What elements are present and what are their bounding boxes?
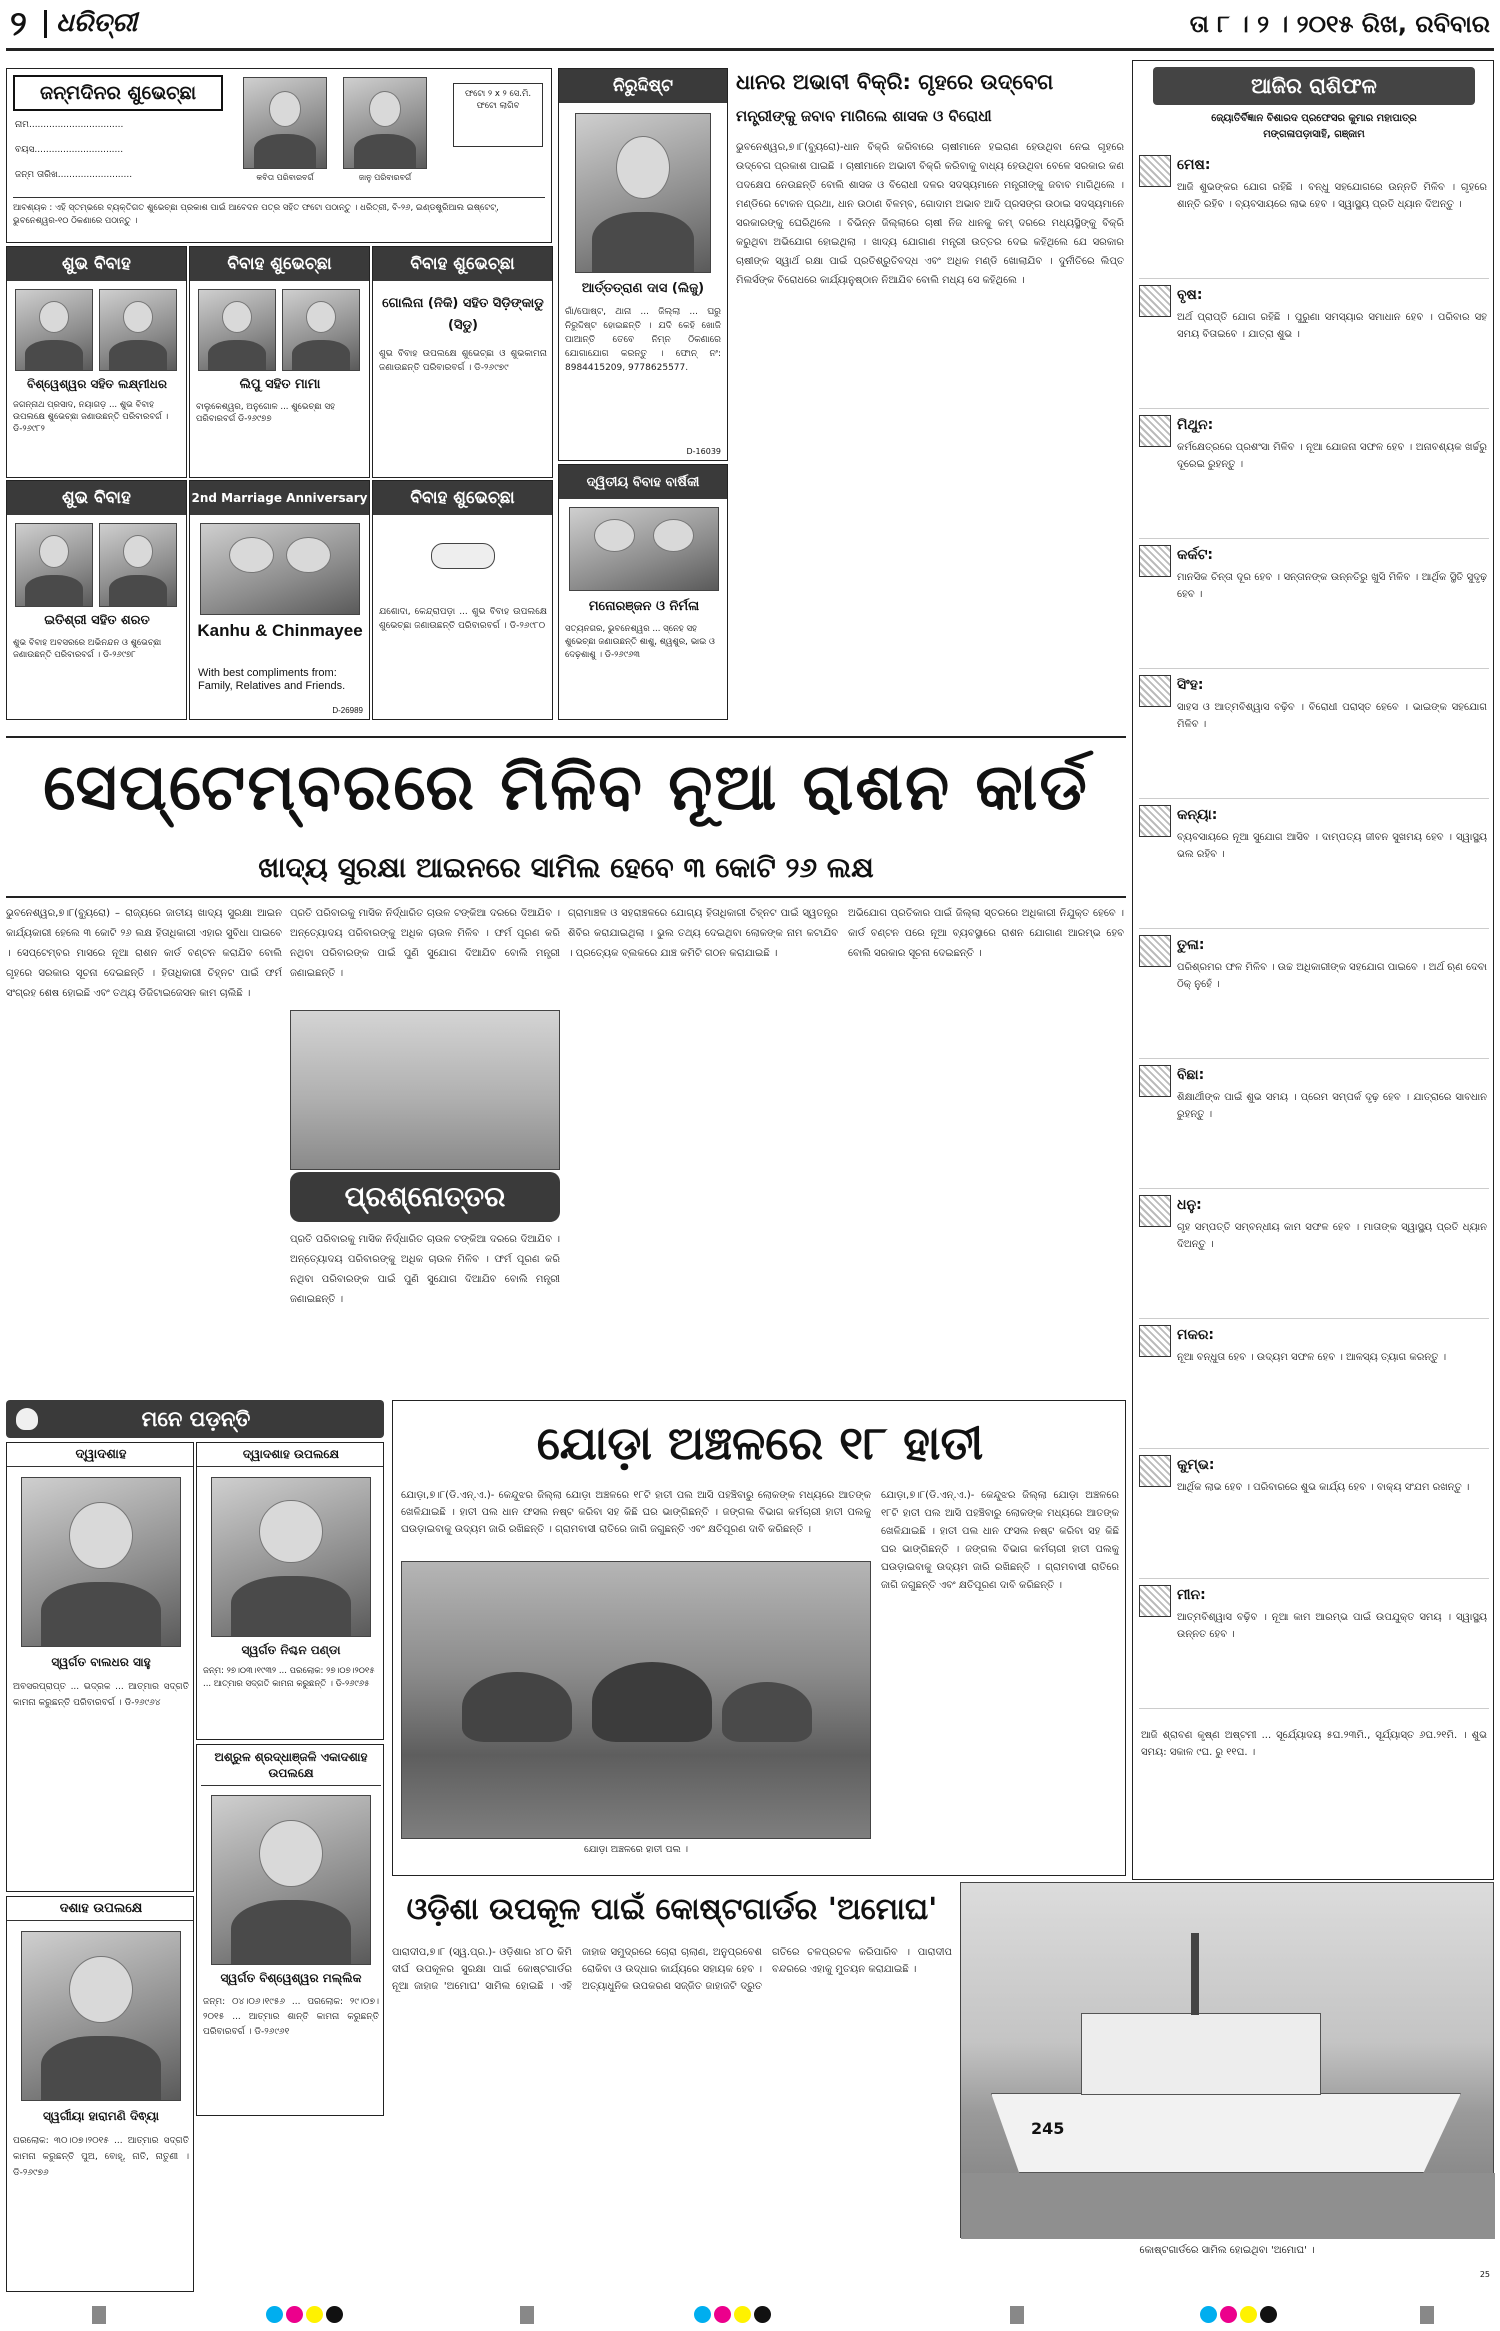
main-story-col-2b: ପ୍ରତି ପରିବାରକୁ ମାସିକ ନିର୍ଦ୍ଧାରିତ ଚାଉଳ ଟଙ୍କିଆ ଦରରେ ଦିଆଯିବ । ଅନ୍ତ୍ୟୋଦୟ ପରିବାରଙ୍କୁ ଅଧିକ ଚାଉଳ ମିଳିବ । ଫର୍ମ ପୂରଣ କରି ନଥିବା ପରିବାରଙ୍କ ପାଇଁ ପୁଣି ସୁଯୋଗ ଦିଆଯିବ ବୋଲି ମନ୍ତ୍ରୀ ଜଣାଇଛନ୍ତି । bbox=[290, 1234, 560, 1305]
main-story-col-2: ପ୍ରତି ପରିବାରକୁ ମାସିକ ନିର୍ଦ୍ଧାରିତ ଚାଉଳ ଟଙ୍କିଆ ଦରରେ ଦିଆଯିବ । ଅନ୍ତ୍ୟୋଦୟ ପରିବାରଙ୍କୁ ଅଧିକ ଚାଉଳ ମିଳିବ । ଫର୍ମ ପୂରଣ କରି ନଥିବା ପରିବାରଙ୍କ ପାଇଁ ପୁଣି ସୁଯୋଗ ଦିଆଯିବ ବୋଲି ମନ୍ତ୍ରୀ ଜଣାଇଛନ୍ତି । bbox=[290, 908, 560, 979]
main-story-rule-top bbox=[6, 736, 1126, 738]
wish-ad-4-photo-a bbox=[15, 523, 93, 607]
horoscope bbox=[1132, 60, 1494, 1880]
horoscope-sign-text: ପରିଶ୍ରମର ଫଳ ମିଳିବ । ଉଚ୍ଚ ଅଧିକାରୀଙ୍କ ସହଯୋଗ ପାଇବେ । ଅର୍ଥ ଋଣ ଦେବା ଠିକ୍ ନୁହେଁ । bbox=[1177, 962, 1487, 990]
masthead bbox=[0, 0, 1500, 48]
main-story-headline: ସେପ୍ଟେମ୍ବରରେ ମିଳିବ ନୂଆ ରାଶନ କାର୍ଡ bbox=[43, 751, 1089, 825]
reg-gray-box-1 bbox=[92, 2306, 106, 2324]
reg-gray-box-2 bbox=[520, 2306, 534, 2324]
top-story-subhead: ମନ୍ତ୍ରୀଙ୍କୁ ଜବାବ ମାଗିଲେ ଶାସକ ଓ ବିରୋଧୀ bbox=[736, 107, 992, 125]
birthday-size-note: ଫଟୋ ୨ x ୨ ସେ.ମି. ଫଟୋ ଲାଗିବ bbox=[453, 83, 543, 147]
elephant-headline: ଯୋଡ଼ା ଅଞ୍ଚଳରେ ୧୮ ହାତୀ bbox=[536, 1416, 984, 1470]
horoscope-sign-name: ଧନୁ: bbox=[1177, 1197, 1202, 1213]
wish-ad-2-photo-a bbox=[198, 289, 276, 371]
sea bbox=[961, 2173, 1495, 2239]
main-story-col-3: ଗ୍ରାମାଞ୍ଚଳ ଓ ସହରାଞ୍ଚଳରେ ଯୋଗ୍ୟ ହିତାଧିକାରୀ ଚିହ୍ନଟ ପାଇଁ ସ୍ୱତନ୍ତ୍ର ଶିବିର କରାଯାଇଥିଲା । ଭୁଲ ତଥ୍ୟ ଦେଇଥିବା ଲୋକଙ୍କ ନାମ କଟାଯିବ । ପ୍ରତ୍ୟେକ ବ୍ଲକରେ ଯାଞ୍ଚ କମିଟି ଗଠନ କରାଯାଇଛି । bbox=[568, 908, 838, 959]
coast-guard-body: ପାରାଦୀପ,୭।୮ (ସ୍ୱ.ପ୍ର.)- ଓଡ଼ିଶାର ୪୮୦ କିମି ଦୀର୍ଘ ଉପକୂଳର ସୁରକ୍ଷା ପାଇଁ କୋଷ୍ଟଗାର୍ଡର ନୂଆ ଜାହାଜ 'ଅମୋଘ' ସାମିଲ ହୋଇଛି । ଏହି ଜାହାଜ ସମୁଦ୍ରରେ ଚୋରା ଚାଲାଣ, ଅନୁପ୍ରବେଶ ରୋକିବା ଓ ଉଦ୍ଧାର କାର୍ଯ୍ୟରେ ସହାୟକ ହେବ । ଅତ୍ୟାଧୁନିକ ଉପକରଣ ସଜ୍ଜିତ ଜାହାଜଟି ଦ୍ରୁତ ଗତିରେ ଚଳପ୍ରଚଳ କରିପାରିବ । ପାରାଦୀପ ବନ୍ଦରରେ ଏହାକୁ ମୁତୟନ କରାଯାଇଛି । bbox=[392, 1947, 952, 1992]
horoscope-sign-text: ବ୍ୟବସାୟରେ ନୂଆ ସୁଯୋଗ ଆସିବ । ଦାମ୍ପତ୍ୟ ଜୀବନ ସୁଖମୟ ହେବ । ସ୍ୱାସ୍ଥ୍ୟ ଭଲ ରହିବ । bbox=[1177, 832, 1487, 860]
missing-body: ଗାଁ/ପୋଷ୍ଟ, ଥାନା ... ଜିଲ୍ଲା ... ଘରୁ ନିରୁଦ୍ଦିଷ୍ଟ ହୋଇଛନ୍ତି । ଯଦି କେହି ଖୋଜି ପାଆନ୍ତି ତେବେ ନିମ୍ନ ଠିକଣାରେ ଯୋଗାଯୋଗ କରନ୍ତୁ । ଫୋନ୍ ନଂ: 8984415209, 9778625577. bbox=[565, 307, 721, 373]
elephant-photo bbox=[401, 1561, 871, 1839]
reg-dot-yellow-3 bbox=[1240, 2306, 1257, 2323]
reg-dot-black-1 bbox=[326, 2306, 343, 2323]
wish-ad-6-title: ବିବାହ ଶୁଭେଚ୍ଛା bbox=[373, 481, 552, 515]
zodiac-sign-icon bbox=[1139, 1585, 1171, 1617]
reg-dot-yellow-2 bbox=[734, 2306, 751, 2323]
wish-ad-2-title: ବିବାହ ଶୁଭେଚ୍ଛା bbox=[190, 247, 369, 281]
obituary-3-body: ଜନ୍ମ: ୦୪।୦୬।୧୯୫୬ ... ପରଲୋକ: ୨୯।୦୭।୨୦୧୫ ... ଆତ୍ମାର ଶାନ୍ତି କାମନା କରୁଛନ୍ତି ପରିବାରବର୍ଗ । ଡି-୨୬୯୬୧ bbox=[203, 1997, 379, 2037]
paper-name: ଧରିତ୍ରୀ bbox=[56, 8, 138, 38]
birthday-photo-1 bbox=[243, 77, 327, 169]
zodiac-sign-icon bbox=[1139, 155, 1171, 187]
wish-ad-2 bbox=[189, 246, 370, 478]
reg-dot-black-3 bbox=[1260, 2306, 1277, 2323]
obituary-3-photo bbox=[211, 1795, 371, 1965]
wish-ad-2-names: ଲିପୁ ସହିତ ମାମା bbox=[239, 377, 321, 392]
coast-guard-photo-caption: କୋଷ୍ଟଗାର୍ଡରେ ସାମିଲ ହୋଇଥିବା 'ଅମୋଘ' । bbox=[1139, 2245, 1315, 2256]
main-story-subhead: ଖାଦ୍ୟ ସୁରକ୍ଷା ଆଇନରେ ସାମିଲ ହେବେ ୩ କୋଟି ୨୬ ଲକ୍ଷ bbox=[258, 851, 874, 884]
elephant-photo-caption: ଯୋଡ଼ା ଅଞ୍ଚଳରେ ହାତୀ ପଲ । bbox=[583, 1844, 689, 1855]
horoscope-sign-entry bbox=[1139, 1063, 1489, 1189]
birthday-age-label: ବୟସ............................... bbox=[15, 145, 124, 155]
anniversary-photo bbox=[569, 507, 719, 591]
horoscope-sign-entry bbox=[1139, 543, 1489, 669]
birthday-photo-1-caption: କବିତା ପରିବାରବର୍ଗ bbox=[256, 173, 314, 182]
obituary-3-name: ସ୍ୱର୍ଗତ ବିଶ୍ୱେଶ୍ୱର ମଲ୍ଲିକ bbox=[220, 1971, 362, 1985]
birthday-photo-2 bbox=[343, 77, 427, 169]
horoscope-sign-text: ମାନସିକ ଚିନ୍ତା ଦୂର ହେବ । ସନ୍ତାନଙ୍କ ଉନ୍ନତିରୁ ଖୁସି ମିଳିବ । ଆର୍ଥିକ ସ୍ଥିତି ସୁଦୃଢ଼ ହେବ । bbox=[1177, 572, 1487, 600]
coast-guard-photo bbox=[960, 1882, 1494, 2238]
horoscope-sign-name: ମୀନ: bbox=[1177, 1587, 1206, 1603]
obituaries-header bbox=[6, 1400, 384, 1438]
reg-dot-magenta-3 bbox=[1220, 2306, 1237, 2323]
obituary-4-body: ପରଲୋକ: ୩୦।୦୭।୨୦୧୫ ... ଆତ୍ମାର ସଦ୍‌ଗତି କାମନା କରୁଛନ୍ତି ପୁଅ, ବୋହୂ, ନାତି, ନାତୁଣୀ । ଡି-୨୬୯୭୬ bbox=[13, 2136, 189, 2178]
wish-ad-1-title: ଶୁଭ ବିବାହ bbox=[7, 247, 186, 281]
obituary-2-body: ଜନ୍ମ: ୨୭।୦୩।୧୯୩୨ ... ପରଲୋକ: ୨୭।୦୭।୨୦୧୫ ... ଆତ୍ମାର ସଦ୍‌ଗତି କାମନା କରୁଛନ୍ତି । ଡି-୨୬୯୬୫ bbox=[203, 1666, 375, 1689]
reg-dot-magenta-2 bbox=[714, 2306, 731, 2323]
horoscope-footer: ଆଜି ଶ୍ରାବଣ କୃଷ୍ଣ ଅଷ୍ଟମୀ ... ସୂର୍ଯ୍ୟୋଦୟ ୫ଘ.୨୩ମି., ସୂର୍ଯ୍ୟାସ୍ତ ୬ଘ.୨୧ମି. । ଶୁଭ ସମୟ: ସକାଳ ୯ଘ. ରୁ ୧୧ଘ. । bbox=[1141, 1730, 1487, 1758]
obituary-4-photo bbox=[21, 1931, 181, 2101]
top-story bbox=[736, 66, 1124, 726]
horoscope-sign-name: ବିଛା: bbox=[1177, 1067, 1205, 1083]
missing-person-box bbox=[558, 68, 728, 461]
wish-ad-3-title: ବିବାହ ଶୁଭେଚ୍ଛା bbox=[373, 247, 552, 281]
main-story-photo-label: ପ୍ରଶ୍ନୋତ୍ତର bbox=[290, 1172, 560, 1222]
ship-superstructure bbox=[1081, 2013, 1321, 2095]
horoscope-sign-entry bbox=[1139, 413, 1489, 539]
horoscope-sign-name: ତୁଳା: bbox=[1177, 937, 1205, 953]
horoscope-signs bbox=[1139, 153, 1489, 1713]
zodiac-sign-icon bbox=[1139, 415, 1171, 447]
obituary-4-title: ଦଶାହ ଉପଲକ୍ଷେ bbox=[7, 1901, 194, 1921]
reg-dot-yellow-1 bbox=[306, 2306, 323, 2323]
zodiac-sign-icon bbox=[1139, 1195, 1171, 1227]
obituary-4-name: ସ୍ୱର୍ଗୀୟା ହାରାମଣି ଦିଵ୍ୟା bbox=[42, 2109, 160, 2123]
horoscope-sign-name: କନ୍ୟା: bbox=[1177, 807, 1218, 823]
ship-number: 245 bbox=[1031, 2119, 1065, 2138]
reg-dot-cyan-3 bbox=[1200, 2306, 1217, 2323]
horoscope-sign-entry bbox=[1139, 803, 1489, 929]
horoscope-sign-entry bbox=[1139, 1453, 1489, 1579]
wish-ad-4-names: ଇତିଶ୍ରୀ ସହିତ ଶରତ bbox=[44, 613, 150, 628]
elephant-story bbox=[392, 1400, 1126, 1876]
anniversary-title: ଦ୍ୱିତୀୟ ବିବାହ ବାର୍ଷିକୀ bbox=[559, 465, 727, 499]
zodiac-sign-icon bbox=[1139, 675, 1171, 707]
horoscope-sign-name: କୁମ୍ଭ: bbox=[1177, 1457, 1215, 1473]
horoscope-sign-entry bbox=[1139, 153, 1489, 279]
horoscope-sign-entry bbox=[1139, 673, 1489, 799]
wish-ad-4-title: ଶୁଭ ବିବାହ bbox=[7, 481, 186, 515]
wish-ad-5-title: 2nd Marriage Anniversary bbox=[190, 481, 369, 515]
wish-ad-1-names: ବିଶ୍ୱେଶ୍ୱର ସହିତ ଲକ୍ଷ୍ମୀଧର bbox=[27, 377, 167, 391]
horoscope-sign-name: କର୍କଟ: bbox=[1177, 547, 1213, 563]
horoscope-sign-entry bbox=[1139, 1323, 1489, 1449]
dateline: ତା ୮ । ୨ । ୨୦୧୫ ରିଖ, ରବିବାର bbox=[1189, 10, 1490, 38]
horoscope-sign-text: କର୍ମକ୍ଷେତ୍ରରେ ପ୍ରଶଂସା ମିଳିବ । ନୂଆ ଯୋଜନା ସଫଳ ହେବ । ଅନାବଶ୍ୟକ ଖର୍ଚ୍ଚରୁ ଦୂରେଇ ରୁହନ୍ତୁ । bbox=[1177, 442, 1487, 470]
wish-ad-3 bbox=[372, 246, 553, 478]
elephant-shape-1 bbox=[462, 1672, 572, 1742]
birthday-name-label: ନାମ................................. bbox=[15, 120, 124, 130]
obituary-3 bbox=[196, 1744, 384, 2116]
ship-mast bbox=[1191, 1933, 1199, 2015]
main-story-rule-sub bbox=[6, 896, 1126, 898]
horoscope-sign-text: ଗୃହ ସମ୍ପତ୍ତି ସମ୍ବନ୍ଧୀୟ କାମ ସଫଳ ହେବ । ମାତାଙ୍କ ସ୍ୱାସ୍ଥ୍ୟ ପ୍ରତି ଧ୍ୟାନ ଦିଅନ୍ତୁ । bbox=[1177, 1222, 1487, 1250]
obituary-1-name: ସ୍ୱର୍ଗତ ବାଲଧର ସାହୁ bbox=[51, 1655, 151, 1669]
masthead-rule bbox=[6, 48, 1494, 51]
reg-gray-box-3 bbox=[1010, 2306, 1024, 2324]
elephant-shape-3 bbox=[722, 1682, 812, 1742]
horoscope-sign-entry bbox=[1139, 933, 1489, 1059]
birthday-photo-2-caption: ଜାନୁ ପରିବାରବର୍ଗ bbox=[358, 173, 412, 182]
birthday-title: ଜନ୍ମଦିନର ଶୁଭେଚ୍ଛା bbox=[13, 75, 223, 111]
wish-ad-5-body: With best compliments from: Family, Relatives and Friends. bbox=[198, 667, 346, 692]
wish-ad-3-body: ଶୁଭ ବିବାହ ଉପଲକ୍ଷେ ଶୁଭେଚ୍ଛା ଓ ଶୁଭକାମନା ଜଣାଉଛନ୍ତି ପରିବାରବର୍ଗ । ଡି-୨୬୯୭୯ bbox=[379, 349, 547, 373]
horoscope-sign-text: ନୂଆ ବନ୍ଧୁତା ହେବ । ଉଦ୍ୟମ ସଫଳ ହେବ । ଆଳସ୍ୟ ତ୍ୟାଗ କରନ୍ତୁ । bbox=[1177, 1352, 1447, 1363]
main-story-photo bbox=[290, 1010, 560, 1170]
wish-ad-1 bbox=[6, 246, 187, 478]
wish-ad-2-photo-b bbox=[282, 289, 360, 371]
reg-dot-black-2 bbox=[754, 2306, 771, 2323]
horoscope-sign-entry bbox=[1139, 283, 1489, 409]
horoscope-byline2: ମଙ୍ଗଳାପଡ଼ାସାହି, ଗଞ୍ଜାମ bbox=[1263, 129, 1365, 140]
horoscope-sign-text: ସାହସ ଓ ଆତ୍ମବିଶ୍ୱାସ ବଢ଼ିବ । ବିରୋଧୀ ପରାସ୍ତ ହେବେ । ଭାଇଙ୍କ ସହଯୋଗ ମିଳିବ । bbox=[1177, 702, 1487, 730]
elephant-body-top: ଯୋଡ଼ା,୭।୮(ଡି.ଏନ୍.ଏ.)- କେନ୍ଦୁଝର ଜିଲ୍ଲା ଯୋଡ଼ା ଅଞ୍ଚଳରେ ୧୮ଟି ହାତୀ ପଲ ଆସି ପହଞ୍ଚିବାରୁ ଲୋକଙ୍କ ମଧ୍ୟରେ ଆତଙ୍କ ଖେଳିଯାଇଛି । ହାତୀ ପଲ ଧାନ ଫସଲ ନଷ୍ଟ କରିବା ସହ କିଛି ଘର ଭାଙ୍ଗିଛନ୍ତି । ଜଙ୍ଗଲ ବିଭାଗ କର୍ମଚାରୀ ହାତୀ ପଲକୁ ଘଉଡ଼ାଇବାକୁ ଉଦ୍ୟମ ଜାରି ରଖିଛନ୍ତି । ଗ୍ରାମବାସୀ ରାତିରେ ଜାଗି ଜଗୁଛନ୍ତି ଏବଂ କ୍ଷତିପୂରଣ ଦାବି କରିଛନ୍ତି । bbox=[401, 1490, 871, 1535]
anniversary-box bbox=[558, 464, 728, 720]
obituary-2-name: ସ୍ୱର୍ଗତ ନିଶ୍ଚନ ପଣ୍ଡା bbox=[241, 1643, 341, 1657]
horoscope-sign-entry bbox=[1139, 1193, 1489, 1319]
horoscope-sign-name: ସିଂହ: bbox=[1177, 677, 1204, 693]
elephant-shape-2 bbox=[592, 1662, 712, 1742]
wish-ad-5 bbox=[189, 480, 370, 720]
reg-dot-cyan-2 bbox=[694, 2306, 711, 2323]
horoscope-sign-name: ମକର: bbox=[1177, 1327, 1215, 1343]
anniversary-names: ମନୋରଞ୍ଜନ ଓ ନିର୍ମଳା bbox=[588, 599, 700, 614]
zodiac-sign-icon bbox=[1139, 1065, 1171, 1097]
wish-ad-5-code: D-26989 bbox=[332, 706, 363, 715]
obituary-4 bbox=[6, 1896, 194, 2292]
zodiac-sign-icon bbox=[1139, 935, 1171, 967]
main-story-col-1: ଭୁବନେଶ୍ୱର,୭।୮(ବ୍ୟୁରୋ) – ରାଜ୍ୟରେ ଜାତୀୟ ଖାଦ୍ୟ ସୁରକ୍ଷା ଆଇନ କାର୍ଯ୍ୟକାରୀ ହେଲେ ୩ କୋଟି ୨୬ ଲକ୍ଷ ହିତାଧିକାରୀ ଏହାର ସୁବିଧା ପାଇବେ । ସେପ୍ଟେମ୍ବର ମାସରେ ନୂଆ ରାଶନ କାର୍ଡ ବଣ୍ଟନ କରାଯିବ ବୋଲି ଗୃହରେ ସରକାର ସୂଚନା ଦେଇଛନ୍ତି । ହିତାଧିକାରୀ ଚିହ୍ନଟ ପାଇଁ ଫର୍ମ ସଂଗ୍ରହ ଶେଷ ହୋଇଛି ଏବଂ ତଥ୍ୟ ଡିଜିଟାଇଜେସନ କାମ ଚାଲିଛି । bbox=[6, 908, 282, 999]
obituary-1-photo bbox=[21, 1477, 181, 1647]
page-number-divider bbox=[44, 10, 47, 38]
obituary-1-title: ଦ୍ୱାଦଶାହ bbox=[7, 1447, 194, 1467]
obituaries-title: ମନେ ପଡ଼ନ୍ତି bbox=[141, 1406, 251, 1431]
elephant-body-right: ଯୋଡ଼ା,୭।୮(ଡି.ଏନ୍.ଏ.)- କେନ୍ଦୁଝର ଜିଲ୍ଲା ଯୋଡ଼ା ଅଞ୍ଚଳରେ ୧୮ଟି ହାତୀ ପଲ ଆସି ପହଞ୍ଚିବାରୁ ଲୋକଙ୍କ ମଧ୍ୟରେ ଆତଙ୍କ ଖେଳିଯାଇଛି । ହାତୀ ପଲ ଧାନ ଫସଲ ନଷ୍ଟ କରିବା ସହ କିଛି ଘର ଭାଙ୍ଗିଛନ୍ତି । ଜଙ୍ଗଲ ବିଭାଗ କର୍ମଚାରୀ ହାତୀ ପଲକୁ ଘଉଡ଼ାଇବାକୁ ଉଦ୍ୟମ ଜାରି ରଖିଛନ୍ତି । ଗ୍ରାମବାସୀ ରାତିରେ ଜାଗି ଜଗୁଛନ୍ତି ଏବଂ କ୍ଷତିପୂରଣ ଦାବି କରିଛନ୍ତି । bbox=[881, 1490, 1119, 1591]
registration-strip bbox=[0, 2300, 1500, 2330]
coast-guard-headline: ଓଡ଼ିଶା ଉପକୂଳ ପାଇଁ କୋଷ୍ଟଗାର୍ଡର 'ଅମୋଘ' bbox=[406, 1892, 938, 1927]
horoscope-sign-text: ଆଜି ଶୁଭଙ୍କର ଯୋଗ ରହିଛି । ବନ୍ଧୁ ସହଯୋଗରେ ଉନ୍ନତି ମିଳିବ । ଗୃହରେ ଶାନ୍ତି ରହିବ । ବ୍ୟବସାୟରେ ଲାଭ ହେବ । ସ୍ୱାସ୍ଥ୍ୟ ପ୍ରତି ଧ୍ୟାନ ଦିଅନ୍ତୁ । bbox=[1177, 182, 1487, 210]
wish-ad-4-photo-b bbox=[99, 523, 177, 607]
missing-code: D-16039 bbox=[686, 447, 721, 456]
zodiac-sign-icon bbox=[1139, 545, 1171, 577]
wish-ad-3-names: ଗୋଲିନା (ନିକି) ସହିତ ସିଡ଼ିଙ୍କାଡୁ (ସିଡୁ) bbox=[382, 296, 544, 333]
reg-dot-magenta-1 bbox=[286, 2306, 303, 2323]
reg-gray-box-4 bbox=[1420, 2306, 1434, 2324]
birthday-dob-label: ଜନ୍ମ ତାରିଖ.......................... bbox=[15, 170, 133, 180]
handshake-icon bbox=[431, 543, 495, 569]
zodiac-sign-icon bbox=[1139, 1455, 1171, 1487]
horoscope-sign-text: ଆତ୍ମବିଶ୍ୱାସ ବଢ଼ିବ । ନୂଆ କାମ ଆରମ୍ଭ ପାଇଁ ଉପଯୁକ୍ତ ସମୟ । ସ୍ୱାସ୍ଥ୍ୟ ଉନ୍ନତ ହେବ । bbox=[1177, 1612, 1487, 1640]
page-number: ୨ bbox=[10, 4, 27, 44]
wish-ad-1-photo-a bbox=[15, 289, 93, 371]
main-story-col-4: ଅଭିଯୋଗ ପ୍ରତିକାର ପାଇଁ ଜିଲ୍ଲା ସ୍ତରରେ ଅଧିକାରୀ ନିଯୁକ୍ତ ହେବେ । କାର୍ଡ ବଣ୍ଟନ ପରେ ନୂଆ ବ୍ୟବସ୍ଥାରେ ରାଶନ ଯୋଗାଣ ଆରମ୍ଭ ହେବ ବୋଲି ସରକାର ସୂଚନା ଦେଇଛନ୍ତି । bbox=[848, 908, 1124, 959]
obituary-2-title: ଦ୍ୱାଦଶାହ ଉପଲକ୍ଷେ bbox=[197, 1447, 384, 1467]
wish-ad-4-body: ଶୁଭ ବିବାହ ଅବସରରେ ଅଭିନନ୍ଦନ ଓ ଶୁଭେଚ୍ଛା ଜଣାଉଛନ୍ତି ପରିବାରବର୍ଗ । ଡି-୨୬୯୭୮ bbox=[13, 638, 162, 660]
wish-ad-6 bbox=[372, 480, 553, 720]
horoscope-title: ଆଜିର ରାଶିଫଳ bbox=[1153, 67, 1475, 105]
missing-photo bbox=[575, 113, 711, 273]
wish-ad-4 bbox=[6, 480, 187, 720]
top-story-body: ଭୁବନେଶ୍ୱର,୭।୮(ବ୍ୟୁରୋ)-ଧାନ ବିକ୍ରି କରିବାରେ ଚାଷୀମାନେ ହଇରାଣ ହେଉଥିବା ନେଇ ଗୃହରେ ଉଦ୍‌ବେଗ ପ୍ରକାଶ ପାଇଛି । ଚାଷୀମାନେ ଅଭାବୀ ବିକ୍ରି କରିବାକୁ ବାଧ୍ୟ ହେଉଥିବା ବେଳେ ସରକାର କଣ ପଦକ୍ଷେପ ନେଉଛନ୍ତି ବୋଲି ଶାସକ ଓ ବିରୋଧୀ ଦଳର ସଦସ୍ୟମାନେ ମନ୍ତ୍ରୀଙ୍କୁ ଜବାବ ମାଗିଥିଲେ । ମଣ୍ଡିରେ ଟୋକନ ପ୍ରଥା, ଧାନ ଉଠାଣ ବିଳମ୍ବ, ଗୋଦାମ ଅଭାବ ଆଦି ପ୍ରସଙ୍ଗ ଉଠାଇ ସଦସ୍ୟମାନେ ସରକାରଙ୍କୁ ଘେରିଥିଲେ । ବିଭିନ୍ନ ଜିଲ୍ଲାରେ ଚାଷୀ ନିଜ ଧାନକୁ କମ୍ ଦରରେ ମଧ୍ୟସ୍ଥିଙ୍କୁ ବିକ୍ରି କରୁଥିବା ଅଭିଯୋଗ ହୋଇଥିଲା । ଖାଦ୍ୟ ଯୋଗାଣ ମନ୍ତ୍ରୀ ଉତ୍ତର ଦେଇ କହିଥିଲେ ଯେ ସରକାର ଚାଷୀଙ୍କ ସ୍ୱାର୍ଥ ରକ୍ଷା ପାଇଁ ପ୍ରତିଶ୍ରୁତିବଦ୍ଧ ଏବଂ ଅଧିକ ମଣ୍ଡି ଖୋଲାଯିବ । ଦୁର୍ନୀତିରେ ଲିପ୍ତ ମିଲର୍ସଙ୍କ ବିରୋଧରେ କାର୍ଯ୍ୟାନୁଷ୍ଠାନ ନିଆଯିବ ବୋଲି ମଧ୍ୟ ସେ କହିଥିଲେ । bbox=[736, 142, 1124, 286]
top-story-headline: ଧାନର ଅଭାବୀ ବିକ୍ରି: ଗୃହରେ ଉଦ୍‌ବେଗ bbox=[736, 70, 1054, 94]
obituary-1-body: ଅବସରପ୍ରାପ୍ତ ... ଭଦ୍ରକ ... ଆତ୍ମାର ସଦ୍‌ଗତି କାମନା କରୁଛନ୍ତି ପରିବାରବର୍ଗ । ଡି-୨୬୯୬୪ bbox=[13, 1682, 189, 1708]
wish-ad-5-names: Kanhu & Chinmayee bbox=[197, 621, 363, 640]
wish-ad-5-photo bbox=[200, 523, 360, 615]
horoscope-sign-name: ମେଷ: bbox=[1177, 157, 1211, 173]
missing-name: ଆର୍ତ୍ତତ୍ରାଣ ଦାସ (ଲିଜୁ) bbox=[581, 281, 705, 296]
missing-title: ନିରୁଦ୍ଦିଷ୍ଟ bbox=[559, 69, 727, 103]
birthday-box bbox=[6, 68, 552, 243]
wish-ad-6-body: ଯଶୋଦା, କେନ୍ଦ୍ରାପଡ଼ା ... ଶୁଭ ବିବାହ ଉପଲକ୍ଷେ ଶୁଭେଚ୍ଛା ଜଣାଉଛନ୍ତି ପରିବାରବର୍ଗ । ଡି-୨୬୯୮୦ bbox=[379, 607, 547, 631]
wish-ad-1-photo-b bbox=[99, 289, 177, 371]
obituary-1 bbox=[6, 1442, 194, 1892]
zodiac-sign-icon bbox=[1139, 285, 1171, 317]
horoscope-sign-name: ବୃଷ: bbox=[1177, 287, 1203, 303]
obituary-3-title: ଅଶ୍ରୁଳ ଶ୍ରଦ୍ଧାଞ୍ଜଳି ଏକାଦଶାହ ଉପଲକ୍ଷେ bbox=[201, 1749, 381, 1786]
zodiac-sign-icon bbox=[1139, 805, 1171, 837]
horoscope-sign-entry bbox=[1139, 1583, 1489, 1709]
obituary-2-photo bbox=[211, 1477, 371, 1637]
lamp-icon bbox=[16, 1408, 38, 1430]
horoscope-byline: ଜ୍ୟୋତିର୍ବିଜ୍ଞାନ ବିଶାରଦ ପ୍ରଫେସର କୁମାର ମହାପାତ୍ର bbox=[1211, 113, 1417, 124]
wish-ad-2-body: ବାଲୁକେଶ୍ୱର, ଅନୁଗୋଳ ... ଶୁଭେଚ୍ଛା ସହ ପରିବାରବର୍ଗ ଡି-୨୬୯୭୭ bbox=[196, 402, 336, 424]
zodiac-sign-icon bbox=[1139, 1325, 1171, 1357]
horoscope-sign-text: ଆର୍ଥିକ ଲାଭ ହେବ । ପରିବାରରେ ଶୁଭ କାର୍ଯ୍ୟ ହେବ । ବାକ୍ୟ ସଂଯମ ରଖନ୍ତୁ । bbox=[1177, 1482, 1470, 1493]
horoscope-sign-text: ଅର୍ଥ ପ୍ରାପ୍ତି ଯୋଗ ରହିଛି । ପୁରୁଣା ସମସ୍ୟାର ସମାଧାନ ହେବ । ପରିବାର ସହ ସମୟ ବିତାଇବେ । ଯାତ୍ରା ଶୁଭ । bbox=[1177, 312, 1487, 340]
birthday-notice: ଆବଶ୍ୟକ : ଏହି ସ୍ତମ୍ଭରେ ବ୍ୟକ୍ତିଗତ ଶୁଭେଚ୍ଛା ପ୍ରକାଶ ପାଇଁ ଆବେଦନ ପତ୍ର ସହିତ ଫଟୋ ପଠାନ୍ତୁ । ଧରିତ୍ରୀ, ବି-୨୬, ଇଣ୍ଡଷ୍ଟ୍ରିଆଲ ଇଷ୍ଟେଟ୍, ଭୁବନେଶ୍ୱର-୧୦ ଠିକଣାରେ ପଠାନ୍ତୁ । bbox=[13, 197, 545, 228]
reg-dot-cyan-1 bbox=[266, 2306, 283, 2323]
wish-ad-1-body: ଜଗନ୍ନାଥ ପ୍ରସାଦ, ନୟାଗଡ଼ ... ଶୁଭ ବିବାହ ଉପଲକ୍ଷେ ଶୁଭେଚ୍ଛା ଜଣାଉଛନ୍ତି ପରିବାରବର୍ଗ । ଡି-୨୬୯୮୨ bbox=[13, 400, 169, 434]
obituary-2 bbox=[196, 1442, 384, 1740]
horoscope-sign-name: ମିଥୁନ: bbox=[1177, 417, 1214, 433]
horoscope-sign-text: ଶିକ୍ଷାର୍ଥୀଙ୍କ ପାଇଁ ଶୁଭ ସମୟ । ପ୍ରେମ ସମ୍ପର୍କ ଦୃଢ଼ ହେବ । ଯାତ୍ରାରେ ସାବଧାନ ରୁହନ୍ତୁ । bbox=[1177, 1092, 1487, 1120]
page-mark: 25 bbox=[1479, 2270, 1490, 2279]
anniversary-body: ସତ୍ୟନଗର, ଭୁବନେଶ୍ୱର ... ସ୍ନେହ ସହ ଶୁଭେଚ୍ଛା ଜଣାଉଛନ୍ତି ଶାଶୁ, ଶ୍ୱଶୁର, ଭାଇ ଓ ଦେଢ଼ଶାଶୁ । ଡି-୨୬୯୬୩ bbox=[565, 624, 715, 660]
